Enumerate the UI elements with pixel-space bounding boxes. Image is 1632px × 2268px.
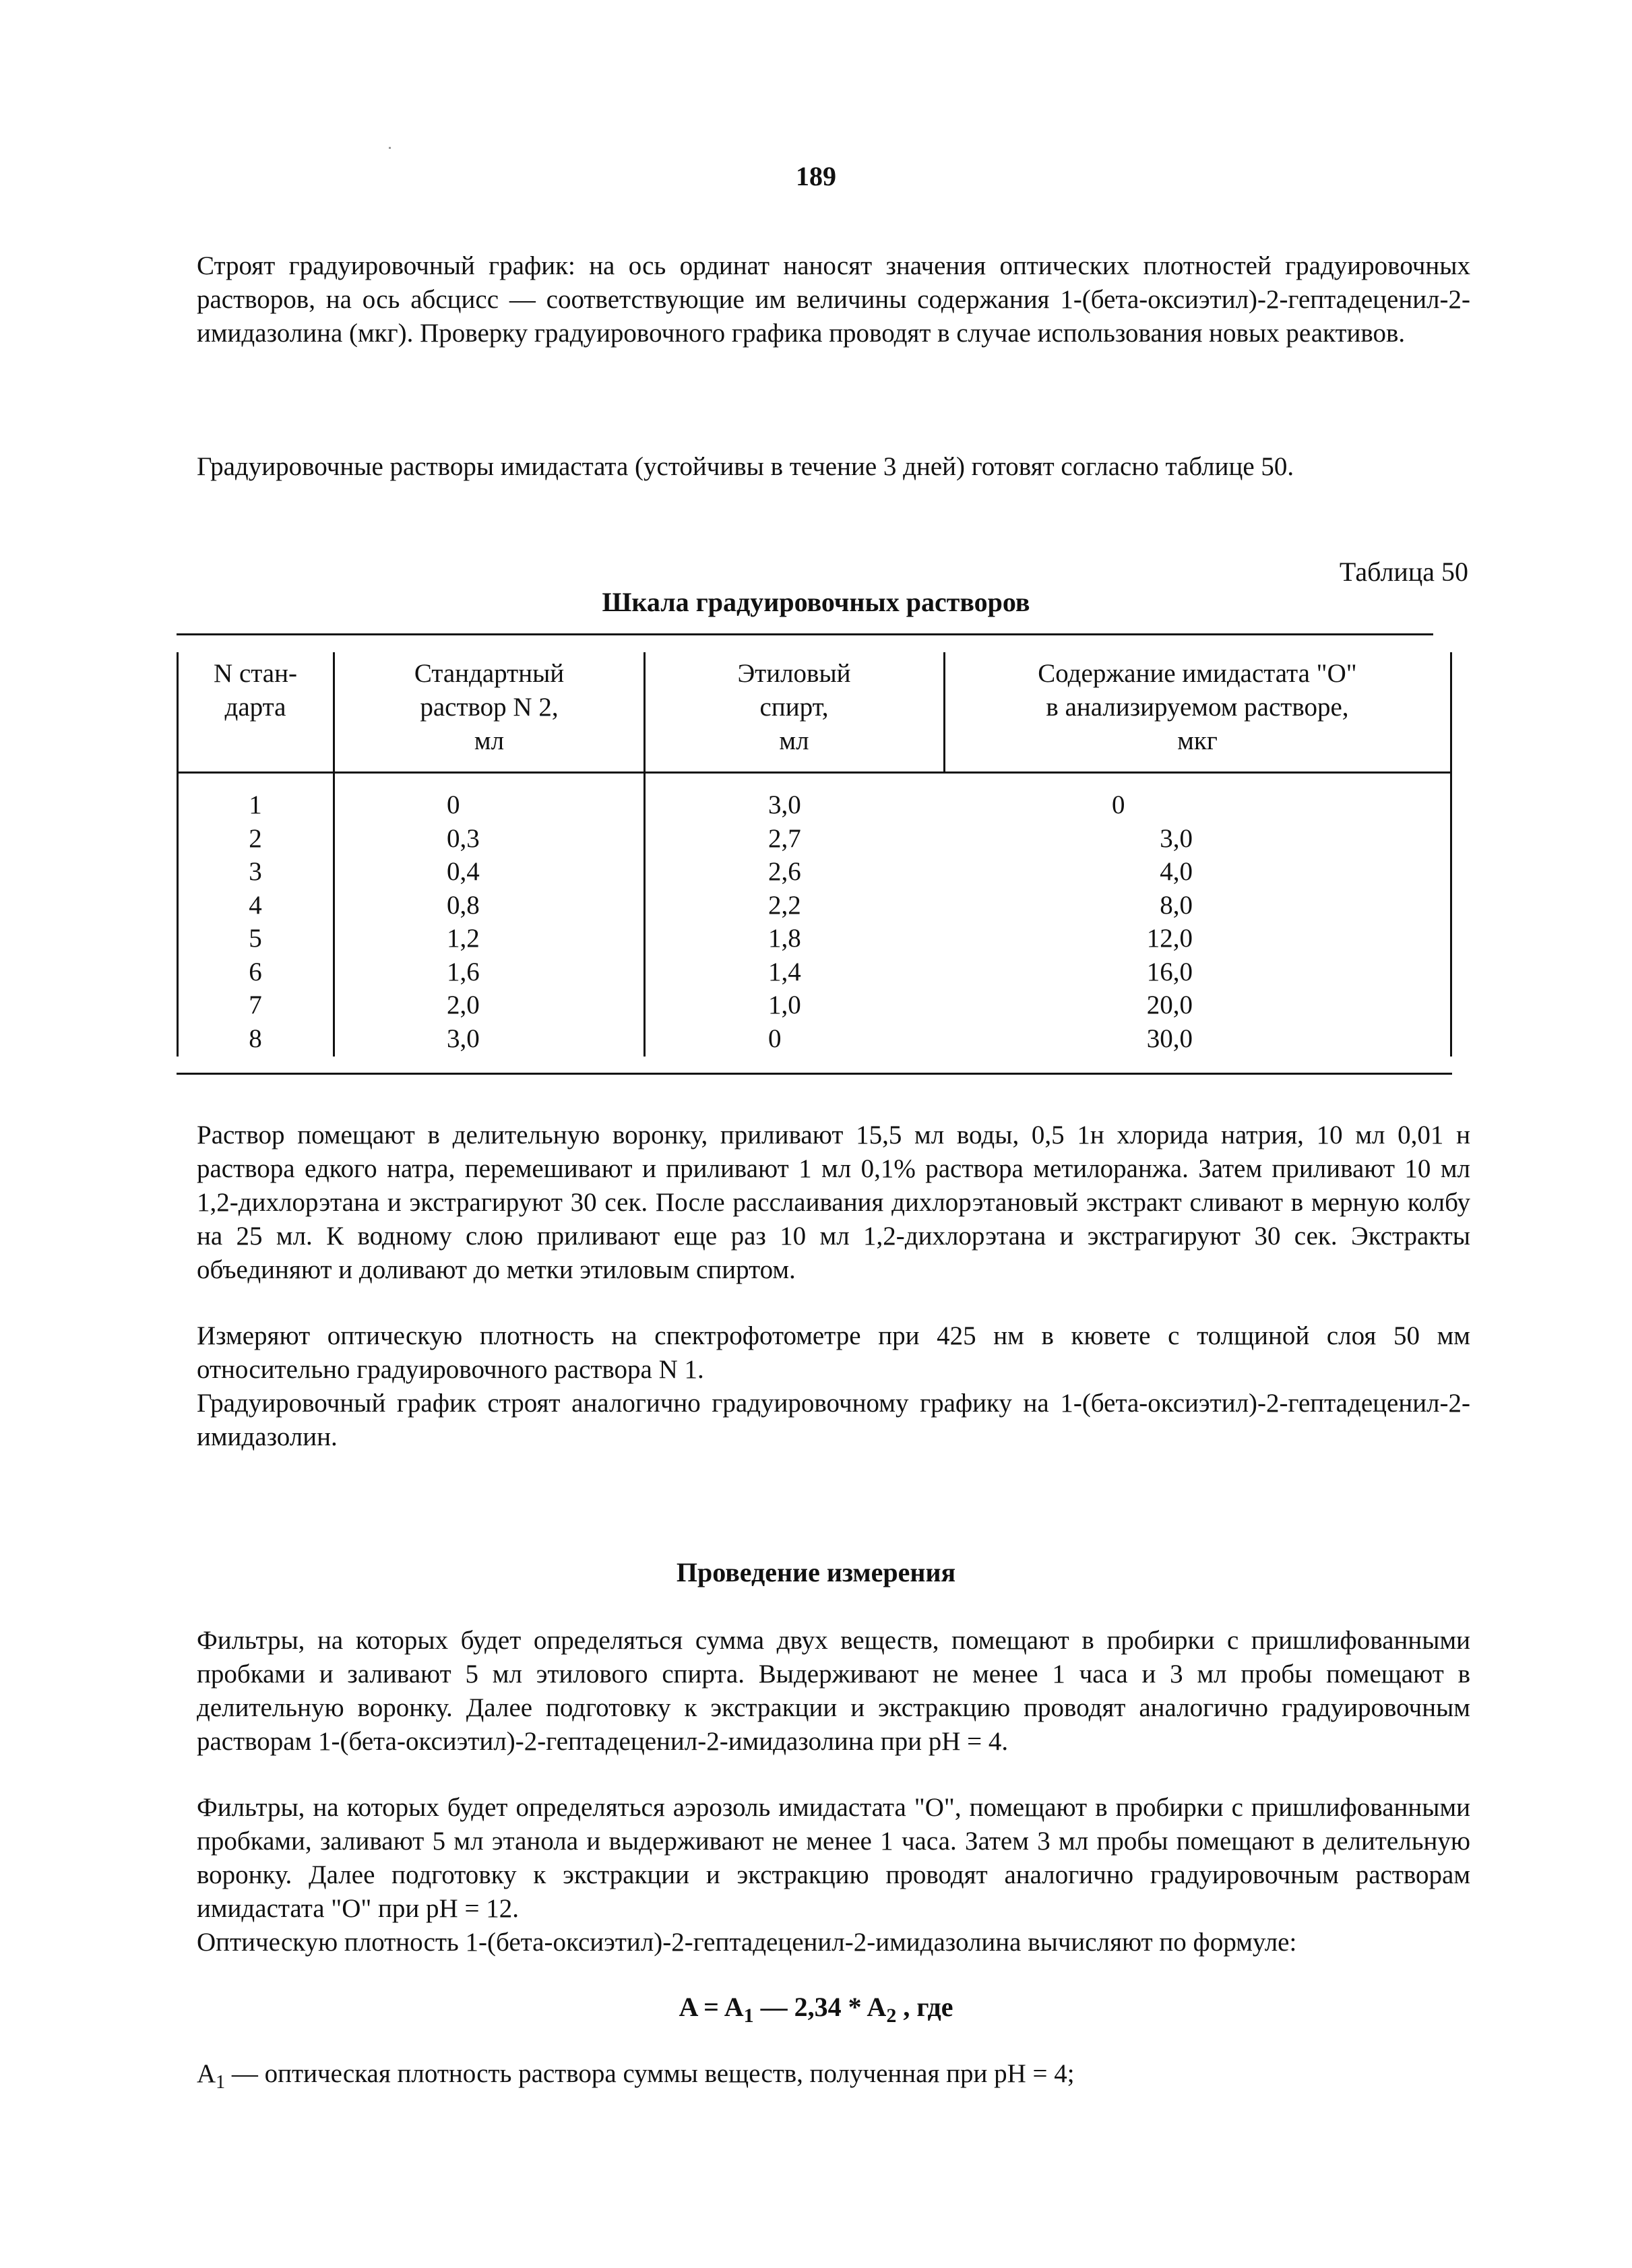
table-cell: 0,4 bbox=[447, 857, 480, 886]
scan-speck bbox=[389, 147, 391, 149]
table-col-divider-1 bbox=[333, 652, 335, 1057]
table-cell: 4 bbox=[249, 890, 262, 920]
measurement-paragraph-1: Фильтры, на которых будет определяться сумма двух веществ, помещают в пробирки с пришлифованными пробками и заливают 5 мл этилового спирта. Выдерживают не менее 1 часа и 3 мл пробы помещают в делительную воронку. Далее подготовку к экстракции и экстракцию проводят аналогично градуировочным растворам 1-(бета-оксиэтил)-2-гептадеценил-2-имидазолина при pH = 4. bbox=[197, 1626, 1470, 1756]
measurement-paragraph-3: Оптическую плотность 1-(бета-оксиэтил)-2-гептадеценил-2-имидазолина вычисляют по формуле: bbox=[197, 1928, 1297, 1957]
table-cell: 5 bbox=[249, 924, 262, 953]
table-cell: 1,0 bbox=[768, 990, 801, 1019]
table-cell: 2,2 bbox=[768, 890, 801, 920]
table-cell: 8,0 bbox=[1160, 890, 1193, 920]
measurement-paragraph-2: Фильтры, на которых будет определяться аэрозоль имидастата "О", помещают в пробирки с пришлифованными пробками, заливают 5 мл этанола и выдерживают не менее 1 часа. Затем 3 мл пробы помещают в делительную воронку. Далее подготовку к экстракции и экстракцию проводят аналогично градуировочным растворам имидастата "О" при pH = 12. bbox=[197, 1793, 1470, 1923]
page-number: 189 bbox=[796, 161, 836, 191]
formula: $A = A_1$ — $2,34 * A_2$ , где bbox=[679, 1992, 953, 2027]
table-cell: 0 bbox=[768, 1023, 782, 1053]
table-col-divider-2 bbox=[644, 652, 646, 1057]
procedure-paragraph-3: Градуировочный график строят аналогично градуировочному графику на 1-(бета-оксиэтил)-2-гептадеценил-2-имидазолин. bbox=[197, 1389, 1470, 1451]
table-header-rule bbox=[177, 771, 1452, 774]
table-cell: 3 bbox=[249, 857, 262, 886]
column-content bbox=[1112, 788, 1193, 1055]
table-cell: 1,2 bbox=[447, 924, 480, 953]
table-cell: 1,6 bbox=[447, 957, 480, 986]
header-content: Содержание имидастата "О" в анализируемом растворе, мкг bbox=[1038, 659, 1357, 755]
procedure-paragraph-2: Измеряют оптическую плотность на спектрофотометре при 425 нм в кювете с толщиной слоя 50 мм относительно градуировочного раствора N 1. bbox=[197, 1321, 1470, 1384]
table-cell: 2,7 bbox=[768, 823, 801, 853]
table-cell: 2 bbox=[249, 823, 262, 853]
table-label: Таблица 50 bbox=[1339, 557, 1468, 587]
table-title: Шкала градуировочных растворов bbox=[602, 587, 1030, 617]
table-cell: 1 bbox=[249, 790, 262, 819]
column-standard-number bbox=[181, 788, 330, 1055]
table-cell: 30,0 bbox=[1146, 1023, 1193, 1053]
table-left-border bbox=[177, 652, 179, 1057]
table-cell: 7 bbox=[249, 990, 262, 1019]
intro-paragraph-1: Строят градуировочный график: на ось ординат наносят значения оптических плотностей градуировочных растворов, на ось абсцисс — соответствующие им величины содержания 1-(бета-оксиэтил)-2-гептадеценил-2-имидазолина (мкг). Проверку градуировочного графика проводят в случае использования новых реактивов. bbox=[197, 251, 1470, 348]
table-cell: 3,0 bbox=[768, 790, 801, 819]
section-title: Проведение измерения bbox=[676, 1557, 956, 1587]
table-cell: 4,0 bbox=[1160, 857, 1193, 886]
table-right-border bbox=[1450, 652, 1452, 1057]
table-bottom-rule bbox=[177, 1073, 1452, 1075]
table-cell: 1,4 bbox=[768, 957, 801, 986]
table-cell: 0,3 bbox=[447, 823, 480, 853]
table-cell: 20,0 bbox=[1146, 990, 1193, 1019]
table-cell: 12,0 bbox=[1146, 924, 1193, 953]
table-cell: 0 bbox=[1112, 790, 1125, 819]
header-standard-number: N стан- дарта bbox=[214, 659, 297, 722]
column-standard-solution bbox=[447, 788, 582, 1055]
procedure-paragraph-1: Раствор помещают в делительную воронку, приливают 15,5 мл воды, 0,5 1н хлорида натрия, 10 мл 0,01 н раствора едкого натра, перемешивают и приливают 1 мл 0,1% раствора метилоранжа. Затем приливают 10 мл 1,2-дихлорэтана и экстрагируют 30 сек. После расслаивания дихлорэтановый экстракт сливают в мерную колбу на 25 мл. К водному слою приливают еще раз 10 мл 1,2-дихлорэтана и экстрагируют 30 сек. Экстракты объединяют и доливают до метки этиловым спиртом. bbox=[197, 1121, 1470, 1284]
column-ethanol bbox=[768, 788, 903, 1055]
table-cell: 1,8 bbox=[768, 924, 801, 953]
table-col-divider-3 bbox=[943, 652, 945, 774]
table-cell: 2,6 bbox=[768, 857, 801, 886]
table-cell: 6 bbox=[249, 957, 262, 986]
intro-paragraph-2: Градуировочные растворы имидастата (устойчивы в течение 3 дней) готовят согласно таблице 50. bbox=[197, 452, 1294, 481]
formula-definition: $A_1$ — оптическая плотность раствора суммы веществ, полученная при pH = 4; bbox=[197, 2059, 1075, 2093]
table-cell: 0,8 bbox=[447, 890, 480, 920]
table-cell: 16,0 bbox=[1146, 957, 1193, 986]
table-cell: 3,0 bbox=[447, 1023, 480, 1053]
table-top-rule bbox=[177, 633, 1433, 635]
table-cell: 0 bbox=[447, 790, 460, 819]
table-cell: 3,0 bbox=[1160, 823, 1193, 853]
table-cell: 8 bbox=[249, 1023, 262, 1053]
header-ethanol: Этиловый спирт, мл bbox=[737, 659, 851, 755]
header-standard-solution: Стандартный раствор N 2, мл bbox=[414, 659, 565, 755]
table-cell: 2,0 bbox=[447, 990, 480, 1019]
